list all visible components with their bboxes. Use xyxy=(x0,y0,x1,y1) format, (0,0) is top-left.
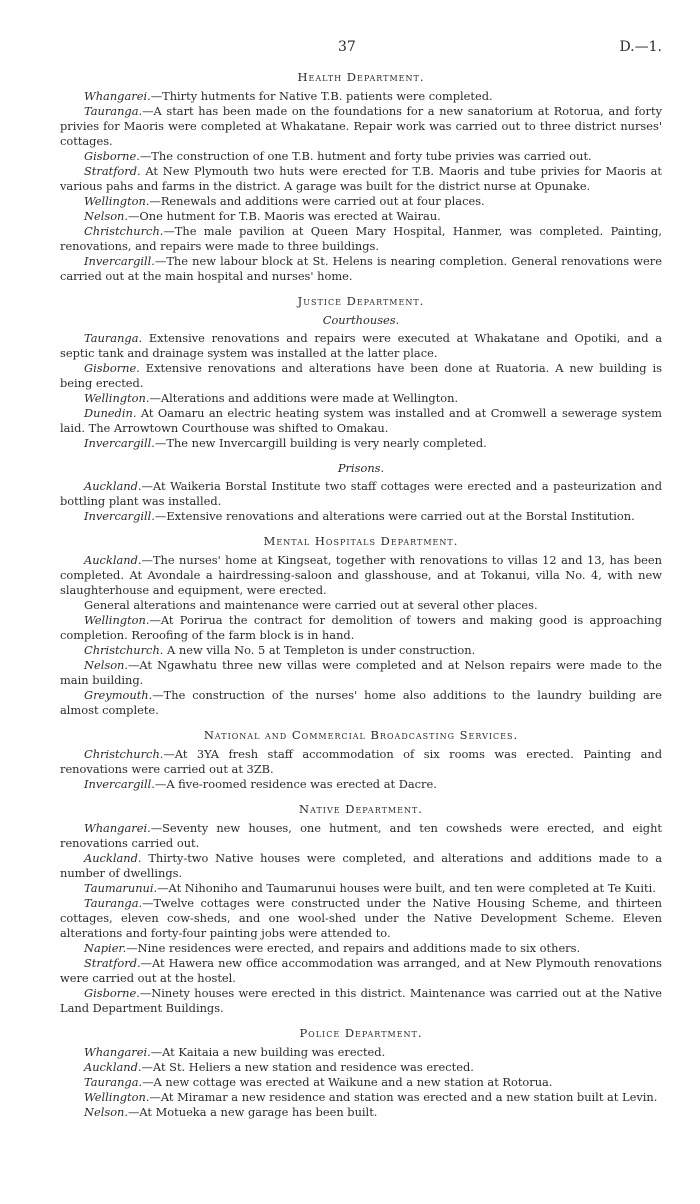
place-name: Dunedin. xyxy=(84,406,137,420)
paragraph-text: —At Miramar a new residence and station was erected and a new station built at Levin. xyxy=(149,1090,658,1104)
paragraph-text: —Extensive renovations and alterations were carried out at the Borstal Institution. xyxy=(154,509,635,523)
paragraph xyxy=(60,509,662,524)
place-name: Invercargill. xyxy=(84,436,155,450)
paragraph-text: —The construction of one T.B. hutment and forty tube privies was carried out. xyxy=(139,149,592,163)
paragraph xyxy=(60,1090,662,1105)
paragraph-text: At New Plymouth two huts were erected for T.B. Maoris and tube privies for Maoris at various pahs and farms in the district. A garage was built for the district nurse at Opunake. xyxy=(60,164,662,193)
paragraph xyxy=(60,553,662,598)
place-name: Christchurch. xyxy=(84,747,164,761)
place-name: Taumarunui. xyxy=(84,881,158,895)
paragraph-text: —At Nihoniho and Taumarunui houses were built, and ten were completed at Te Kuiti. xyxy=(157,881,656,895)
section-mental xyxy=(60,534,662,718)
place-name: Invercargill. xyxy=(84,254,155,268)
paragraph-text: —At Motueka a new garage has been built. xyxy=(128,1105,378,1119)
place-name: Whangarei. xyxy=(84,821,151,835)
paragraph-text: —The nurses' home at Kingseat, together with renovations to villas 12 and 13, has been completed. At Avondale a hairdressing-saloon and glasshouse, and at Tokanui, villa No. 4, with new slaughterhouse and equipment, were erected. xyxy=(60,553,662,597)
place-name: Whangarei. xyxy=(84,1045,151,1059)
paragraph xyxy=(60,361,662,391)
place-name: Auckland. xyxy=(84,479,142,493)
paragraph-text: —The male pavilion at Queen Mary Hospital, Hanmer, was completed. Painting, renovations, and repairs were made to three buildings. xyxy=(60,224,662,253)
place-name: Wellington. xyxy=(84,1090,150,1104)
paragraph xyxy=(60,149,662,164)
paragraph xyxy=(60,164,662,194)
paragraph-text: —Ninety houses were erected in this district. Maintenance was carried out at the Native Land Department Buildings. xyxy=(60,986,662,1015)
paragraph xyxy=(60,777,662,792)
paragraph xyxy=(60,479,662,509)
paragraph-text: —A new cottage was erected at Waikune and a new station at Rotorua. xyxy=(142,1075,553,1089)
section-heading: Health Department. xyxy=(297,70,425,84)
paragraph-text: —A start has been made on the foundations for a new sanatorium at Rotorua, and forty privies for Maoris were completed at Whakatane. Repair work was carried out to three district nurses' cottages. xyxy=(60,104,662,148)
paragraph-text: —At 3YA fresh staff accommodation of six rooms was erected. Painting and renovations were carried out at 3ZB. xyxy=(60,747,662,776)
place-name: Stratford. xyxy=(84,164,141,178)
place-name: Napier. xyxy=(84,941,127,955)
paragraph xyxy=(60,643,662,658)
place-name: Christchurch. xyxy=(84,643,164,657)
paragraph xyxy=(60,941,662,956)
paragraph xyxy=(60,436,662,451)
section-police xyxy=(60,1026,662,1120)
paragraph-text: —One hutment for T.B. Maoris was erected at Wairau. xyxy=(128,209,441,223)
place-name: Whangarei. xyxy=(84,89,151,103)
section-broadcasting xyxy=(60,728,662,792)
paragraph-text: —At St. Heliers a new station and residence was erected. xyxy=(141,1060,474,1074)
paragraph-text: —Thirty hutments for Native T.B. patients were completed. xyxy=(150,89,493,103)
section-subheading: Prisons. xyxy=(337,461,385,475)
paragraph-text: A new villa No. 5 at Templeton is under construction. xyxy=(163,643,476,657)
place-name: Tauranga. xyxy=(84,896,143,910)
paragraph xyxy=(60,1075,662,1090)
place-name: Nelson. xyxy=(84,1105,129,1119)
paragraph-text: —Twelve cottages were constructed under the Native Housing Scheme, and thirteen cottages, eleven cow-sheds, and one wool-shed under the Native Development Scheme. Eleven alterations and forty-four painting jobs were attended to. xyxy=(60,896,662,940)
section-subheading: Courthouses. xyxy=(322,313,400,327)
section-health xyxy=(60,70,662,284)
paragraph-text: —The new labour block at St. Helens is nearing completion. General renovations were carried out at the main hospital and nurses' home. xyxy=(60,254,662,283)
section-prisons xyxy=(60,461,662,524)
paragraph-text: Thirty-two Native houses were completed, and alterations and additions made to a number of dwellings. xyxy=(60,851,662,880)
document-reference: D.—1. xyxy=(619,39,662,55)
paragraph-text: —At Porirua the contract for demolition of towers and making good is approaching completion. Reroofing of the farm block is in hand. xyxy=(60,613,662,642)
paragraph-text: —The new Invercargill building is very nearly completed. xyxy=(154,436,487,450)
paragraph-text: Extensive renovations and repairs were executed at Whakatane and Opotiki, and a septic tank and drainage system was installed at the latter place. xyxy=(60,331,662,360)
paragraph xyxy=(60,194,662,209)
paragraph xyxy=(60,331,662,361)
paragraph xyxy=(60,1045,662,1060)
paragraph-text: —Seventy new houses, one hutment, and ten cowsheds were erected, and eight renovations carried out. xyxy=(60,821,662,850)
paragraph xyxy=(60,821,662,851)
paragraph xyxy=(60,688,662,718)
place-name: Auckland. xyxy=(84,851,142,865)
paragraph-text: At Oamaru an electric heating system was installed and at Cromwell a sewerage system laid. The Arrowtown Courthouse was shifted to Omakau. xyxy=(60,406,662,435)
paragraph-text: —At Hawera new office accommodation was arranged, and at New Plymouth renovations were carried out at the hostel. xyxy=(60,956,662,985)
paragraph xyxy=(60,881,662,896)
place-name: Nelson. xyxy=(84,658,129,672)
place-name: Wellington. xyxy=(84,613,150,627)
paragraph-text: —Nine residences were erected, and repairs and additions made to six others. xyxy=(126,941,581,955)
section-heading: Mental Hospitals Department. xyxy=(263,534,459,548)
place-name: Auckland. xyxy=(84,553,142,567)
place-name: Christchurch. xyxy=(84,224,164,238)
place-name: Tauranga. xyxy=(84,1075,143,1089)
document-body xyxy=(60,70,662,1120)
place-name: Wellington. xyxy=(84,391,150,405)
place-name: Tauranga. xyxy=(84,104,143,118)
page-header xyxy=(60,40,662,68)
place-name: Invercargill. xyxy=(84,509,155,523)
paragraph-text: —Renewals and additions were carried out at four places. xyxy=(149,194,485,208)
paragraph xyxy=(60,89,662,104)
paragraph xyxy=(60,986,662,1016)
paragraph xyxy=(60,658,662,688)
paragraph-text: —At Waikeria Borstal Institute two staff cottages were erected and a pasteurization and bottling plant was installed. xyxy=(60,479,662,508)
place-name: Nelson. xyxy=(84,209,129,223)
place-name: Tauranga. xyxy=(84,331,143,345)
place-name: Auckland. xyxy=(84,1060,142,1074)
paragraph-text: —The construction of the nurses' home also additions to the laundry building are almost complete. xyxy=(60,688,662,717)
place-name: Gisborne. xyxy=(84,149,140,163)
place-name: Gisborne. xyxy=(84,361,140,375)
section-heading: Justice Department. xyxy=(297,294,425,308)
paragraph xyxy=(60,104,662,149)
paragraph xyxy=(60,747,662,777)
paragraph-text: —At Kaitaia a new building was erected. xyxy=(150,1045,386,1059)
paragraph xyxy=(60,391,662,406)
paragraph-text: General alterations and maintenance were carried out at several other places. xyxy=(84,598,538,612)
paragraph xyxy=(60,254,662,284)
paragraph xyxy=(60,1060,662,1075)
paragraph xyxy=(60,224,662,254)
paragraph xyxy=(60,956,662,986)
paragraph xyxy=(60,896,662,941)
section-heading: Native Department. xyxy=(299,802,423,816)
section-heading: Police Department. xyxy=(299,1026,423,1040)
paragraph xyxy=(60,613,662,643)
paragraph-text: —At Ngawhatu three new villas were completed and at Nelson repairs were made to the main building. xyxy=(60,658,662,687)
paragraph xyxy=(60,598,662,613)
page-number: 37 xyxy=(338,39,356,55)
section-justice xyxy=(60,294,662,451)
paragraph-text: —Alterations and additions were made at Wellington. xyxy=(149,391,459,405)
paragraph xyxy=(60,209,662,224)
place-name: Invercargill. xyxy=(84,777,155,791)
paragraph-text: Extensive renovations and alterations have been done at Ruatoria. A new building is being erected. xyxy=(60,361,662,390)
section-native xyxy=(60,802,662,1016)
section-heading: National and Commercial Broadcasting Services. xyxy=(203,728,519,742)
paragraph xyxy=(60,1105,662,1120)
paragraph xyxy=(60,851,662,881)
paragraph xyxy=(60,406,662,436)
paragraph-text: —A five-roomed residence was erected at Dacre. xyxy=(154,777,437,791)
place-name: Gisborne. xyxy=(84,986,140,1000)
place-name: Stratford. xyxy=(84,956,141,970)
place-name: Greymouth. xyxy=(84,688,153,702)
place-name: Wellington. xyxy=(84,194,150,208)
